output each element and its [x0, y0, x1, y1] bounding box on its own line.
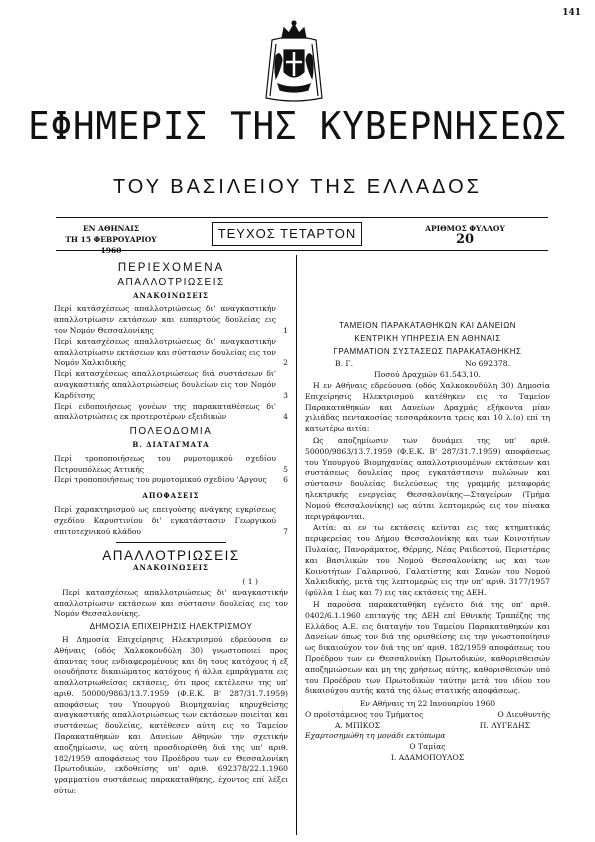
article-number: ( 1 )	[242, 576, 258, 586]
deposit-header-3: ΓΡΑΜΜΑΤΙΟΝ ΣΥΣΤΑΣΕΩΣ ΠΑΡΑΚΑΤΑΘΗΚΗΣ	[333, 346, 522, 356]
article-body-left: Η Δημοσία Επιχείρησις Ηλεκτρισμού εδρεύουσα εν Αθήναις (οδός Χαλκοκονδύλη 30) γνωστοποιεί προς άπαντας τους ενδιαφερομένους και δη τους κατόχους ή εξ οιουδήποτε δικαιώματος κατόχους ή άλλα εμπράγματα εις απαλλοτριωθείσας εκτάσεις, ότι προς εκτέλεσιν της υπ' αριθ. 50000/9863/13.7.1959 (Φ.Ε.Κ. Β' 287/31.7.1959) αποφάσεως του Υπουργού Βιομηχανίας κηρυχθείσης αναγκαστικής απαλλοτριώσεως των εκτάσεων ποιείται και συστάσεως δουλείας, κατέθεσεν αύτη εις το Ταμείον Παρακαταθηκών και Δανείων Αθηνών την σχετικήν αποζημίωσιν, ως αύτη προσδιορίσθη διά της υπ' αριθ. 182/1959 αποφάσεως του Προέδρου των εν Θεσσαλονίκη Πρωτοδικών, εκδοθείσης υπ' αριθ. 692378/22.1.1960 γραμματίου συστάσεως παρακαταθήκης, έχοντος επί λέξει ούτω:	[54, 634, 288, 796]
toc-item: Περί ειδοποιήσεως γονέων της παρακαταθέσεως δι' απαλλοτριώσεις εκ προτεροτέρων εξειδικών 4	[54, 401, 288, 422]
masthead-place: ΕΝ ΑΘΗΝΑΙΣ	[82, 224, 140, 233]
toc-item: Περί τροποποιήσεως του ρυμοτομικού σχεδίου Πετρουπόλεως Αττικής 5	[54, 453, 288, 474]
deposit-header-2: ΚΕΝΤΡΙΚΗ ΥΠΗΡΕΣΙΑ ΕΝ ΑΘΗΝΑΙΣ	[354, 333, 501, 343]
toc-item: Περί κατασχέσεως απαλλοτριώσεως δι' αναγκαστικήν απαλλοτρίωσιν εκτάσεων και σύστασιν δουλείας εις τον Νομόν Χαλκιδικής 2	[54, 336, 288, 368]
masthead-sheet-block	[410, 223, 520, 245]
toc-section-subtitle: Β. ΔΙΑΤΑΓΜΑΤΑ	[132, 439, 210, 449]
toc-section-title: ΠΟΛΕΟΔΟΜΙΑ	[129, 426, 213, 438]
contents-heading: ΠΕΡΙΕΧΟΜΕΝΑ	[117, 262, 225, 274]
article-section-subtitle: ΑΝΑΚΟΙΝΩΣΕΙΣ	[133, 563, 209, 573]
deposit-body-1: Η εν Αθήναις εδρεύουσα (οδός Χαλκοκονδύλη 30) Δημοσία Επιχείρησις Ηλεκτρισμού κατέθηκεν εις το Ταμείον Παρακαταθηκών και Δανείων Δραχμάς εξήκοντα μίαν χιλιάδας πεντακοσίας τεσσαράκοντα τρεις και 10 λ.(ο) επί τη κατωτέρω αιτία:	[305, 380, 550, 434]
date-line: Εν Αθήναις τη 22 Ιανουαρίου 1960	[359, 699, 496, 709]
masthead-date: ΤΗ 15 ΦΕΒΡΟΥΑΡΙΟΥ 1960	[65, 235, 157, 255]
right-column	[305, 253, 550, 764]
issuer-heading: ΔΗΜΟΣΙΑ ΕΠΙΧΕΙΡΗΣΙΣ ΗΛΕΚΤΡΙΣΜΟΥ	[89, 622, 253, 632]
treasurer-title: Ο Ταμίας	[409, 742, 446, 752]
sig-left-title: Ο προϊστάμενος του Τμήματος	[305, 709, 424, 719]
toc-item: Περί κατάσχέσεως απαλλοτριώσεως δι' αναγκαστικήν απαλλοτρίωσιν εκτάσεων και ευπαρτούς δουλείας εις τον Νομόν Θεσσαλονίκης 1	[54, 304, 288, 335]
sig-right-title: Ο Διευθυντής	[497, 709, 550, 719]
sig-left-name: Α. ΜΠΙΚΟΣ	[335, 720, 380, 730]
toc-section-title: ΑΠΑΛΛΟΤΡΙΩΣΕΙΣ	[117, 276, 225, 288]
column-divider	[296, 255, 297, 835]
gazette-subtitle: ΤΟΥ ΒΑΣΙΛΕΙΟΥ ΤΗΣ ΕΛΛΑΔΟΣ	[112, 176, 483, 198]
toc-section-title: ΑΠΟΦΑΣΕΙΣ	[142, 491, 200, 501]
masthead-bottom-rule	[56, 250, 548, 251]
masthead-date-block	[56, 223, 166, 256]
royal-crest-icon	[262, 20, 326, 104]
toc-item: Περί χαρακτηρισμού ως επειγούσης ανάγκης εγκρίσεως σχεδίου Καρυστινίου δι' εγκατάστασιν Γεωργικού σπιτοτεχνικού κλάδου 7	[54, 504, 288, 536]
article-summary: Περί κατασχέσεως απαλλοτριώσεως δι' αναγκαστικήν απαλλοτρίωσιν εκτάσεων και σύστασιν δουλείας εις τον Νομόν Θεσσαλονίκης.	[54, 587, 288, 619]
gazette-title: ΕΦΗΜΕΡΙΣ ΤΗΣ ΚΥΒΕΡΝΗΣΕΩΣ	[28, 104, 567, 148]
deposit-amount: Ποσού Δραχμών 61.543,10.	[374, 370, 481, 380]
toc-section-subtitle: ΑΝΑΚΟΙΝΩΣΕΙΣ	[133, 290, 209, 300]
deposit-body-4: Η παρούσα παρακαταθήκη εγένετο διά της υπ' αριθ. 0402/6.1.1960 επιταγής της ΔΕΗ επί Εθνικής Τραπέζης της Ελλάδος Α.Ε. εις διαταγήν του Ταμείου Παρακαταθηκών και Δανείων όπως τον διά της ορισθείσης εις την γνωστοποίησιν ως δικαιούχον τον διά της υπ' αριθ. 182/1959 αποφάσεως του Προέδρου των εν Θεσσαλονίκη Πρωτοδικών, καθορισθεισών αποζημιώσεων και μη της χρήσεως αύτης, καθορισθεισών υπό του Προέδρου των Πρωτοδικών ταύτην μετά του ιδίου του δικαιούχου αυτής κατά της όλως στατικής αποφάσεως.	[305, 599, 550, 696]
deposit-header-1: ΤΑΜΕΙΟΝ ΠΑΡΑΚΑΤΑΘΗΚΩΝ ΚΑΙ ΔΑΝΕΙΩΝ	[338, 321, 517, 330]
separator	[116, 542, 226, 543]
deposit-number: Νο 692378.	[464, 359, 510, 369]
deposit-ids	[305, 359, 550, 370]
verification-note: Εχαρτοσημώθη τη μονάδι εκτύπωμα	[305, 731, 446, 741]
article-section-title: ΑΠΑΛΛΟΤΡΙΩΣΕΙΣ	[102, 548, 240, 564]
signatures-titles	[305, 710, 550, 721]
left-column	[54, 259, 288, 798]
signatures-names	[305, 721, 550, 732]
issue-label: ΤΕΥΧΟΣ ΤΕΤΑΡΤΟΝ	[212, 222, 362, 246]
deposit-series: Β. Γ.	[335, 359, 354, 369]
toc-item: Περί κατασχέσεως απαλλοτριώσεως διά συστάσεων δι' αναγκαστικής απαλλοτριώσεως δουλείων εις τον Νομόν Καρδίτσης 3	[54, 369, 288, 400]
treasurer-name: Ι. ΑΔΑΜΟΠΟΥΛΟΣ	[390, 753, 465, 763]
masthead-top-rule	[56, 217, 548, 218]
toc-item: Περί τροποποιήσεως του ρυμοτομικού σχεδίου 'Αργους 6	[54, 475, 288, 485]
sheet-number: 20	[455, 232, 475, 247]
sheet-label: ΑΡΙΘΜΟΣ ΦΥΛΛΟΥ	[425, 224, 505, 233]
sig-right-name: Π. ΛΥΓΕΔΗΣ	[479, 720, 530, 730]
deposit-body-3: Αιτία: αι εν τω εκτάσεις κείνται εις τας κτηματικάς περιφερείας του Δήμου Θεσσαλονίκης και των Κοινοτήτων Πυλαίας, Πανοράματος, Θέρμης, Νέας Ραιδεστού, Περιστέρας και Βασιλικών του Νομού Θεσσαλονίκης ως και των Κοινοτήτων Γαλαρινού, Γαλατίστης και Σανών του Νομού Χαλκιδικής, μετά της λεπτομερώς εις την υπ' αριθ. 3177/1957 (φύλλα 1 έως και 7) εις τας εκτάσεις της ΔΕΗ.	[305, 523, 550, 598]
deposit-body-2: Ως αποζημίωσιν των δυνάμει της υπ' αριθ. 50000/9863/13.7.1959 (Φ.Ε.Κ. Β' 287/31.7.1959) αποφάσεως του Υπουργού Βιομηχανίας απαλλοτριουμένων εκτάσεων και συστάσεως δουλείας προς εγκατάστασιν πυλώνων και σύστασιν δουλείας διελεύσεως της γραμμής μεταφοράς ηλεκτρικής ενεργείας Θεσσαλονίκης—Σταγείρων (Τμήμα Νομού Θεσσαλονίκης) ως αύται λεπτομερώς εις τον πίνακα περιγράφονται.	[305, 435, 550, 521]
page-number: 141	[562, 8, 581, 18]
